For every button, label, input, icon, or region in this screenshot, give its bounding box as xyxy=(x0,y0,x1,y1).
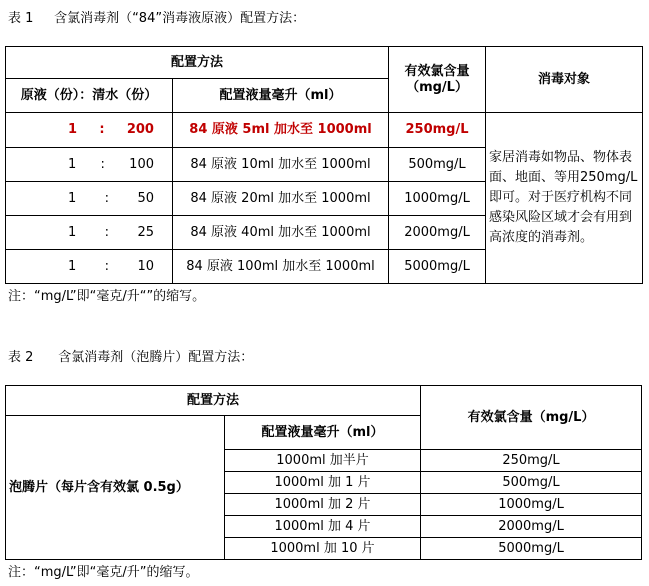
table1-note: 注：“mg/L”即“毫克/升“”的缩写。 xyxy=(8,289,206,304)
t1-header-chlorine: 有效氯含量（mg/L） xyxy=(389,47,486,113)
volume-cell: 1000ml 加半片 xyxy=(225,450,421,472)
chlorine-cell: 5000mg/L xyxy=(389,250,486,284)
table2-note: 注：“mg/L”即“毫克/升”的缩写。 xyxy=(8,565,199,580)
chlorine-cell: 500mg/L xyxy=(421,472,642,494)
volume-cell: 84 原液 40ml 加水至 1000ml xyxy=(173,216,389,250)
ratio-cell: 1 : 100 xyxy=(6,148,173,182)
ratio-cell: 1 : 10 xyxy=(6,250,173,284)
table1 xyxy=(5,46,643,284)
ratio-cell: 1 : 50 xyxy=(6,182,173,216)
table2 xyxy=(5,385,642,560)
t1-header-method: 配置方法 xyxy=(6,47,389,79)
t2-tablet-label: 泡腾片（每片含有效氯 0.5g） xyxy=(6,416,225,560)
chlorine-cell: 250mg/L xyxy=(389,113,486,148)
t2-header-volume: 配置液量毫升（ml） xyxy=(225,416,421,450)
t2-header-chlorine: 有效氯含量（mg/L） xyxy=(421,386,642,450)
chlorine-cell: 5000mg/L xyxy=(421,538,642,560)
volume-cell: 84 原液 5ml 加水至 1000ml xyxy=(173,113,389,148)
chlorine-cell: 1000mg/L xyxy=(389,182,486,216)
t1-header-target: 消毒对象 xyxy=(486,47,643,113)
t2-header-method: 配置方法 xyxy=(6,386,421,416)
volume-cell: 1000ml 加 4 片 xyxy=(225,516,421,538)
volume-cell: 84 原液 10ml 加水至 1000ml xyxy=(173,148,389,182)
chlorine-cell: 500mg/L xyxy=(389,148,486,182)
volume-cell: 1000ml 加 2 片 xyxy=(225,494,421,516)
volume-cell: 84 原液 100ml 加水至 1000ml xyxy=(173,250,389,284)
ratio-cell: 1 : 200 xyxy=(6,113,173,148)
ratio-cell: 1 : 25 xyxy=(6,216,173,250)
volume-cell: 1000ml 加 10 片 xyxy=(225,538,421,560)
table1-caption: 表 1 含氯消毒剂（“84”消毒液原液）配置方法： xyxy=(8,11,306,26)
chlorine-cell: 2000mg/L xyxy=(389,216,486,250)
table-row xyxy=(6,113,643,148)
volume-cell: 84 原液 20ml 加水至 1000ml xyxy=(173,182,389,216)
t1-header-ratio: 原液（份）：清水（份） xyxy=(6,79,173,113)
volume-cell: 1000ml 加 1 片 xyxy=(225,472,421,494)
chlorine-cell: 250mg/L xyxy=(421,450,642,472)
table2-caption: 表 2 含氯消毒剂（泡腾片）配置方法： xyxy=(8,350,254,365)
chlorine-cell: 1000mg/L xyxy=(421,494,642,516)
t1-target-text: 家居消毒如物品、物体表面、地面、等用250mg/L 即可。对于医疗机构不同感染风险区域才会有用到高浓度的消毒剂。 xyxy=(486,113,643,284)
chlorine-cell: 2000mg/L xyxy=(421,516,642,538)
t1-header-volume: 配置液量毫升（ml） xyxy=(173,79,389,113)
